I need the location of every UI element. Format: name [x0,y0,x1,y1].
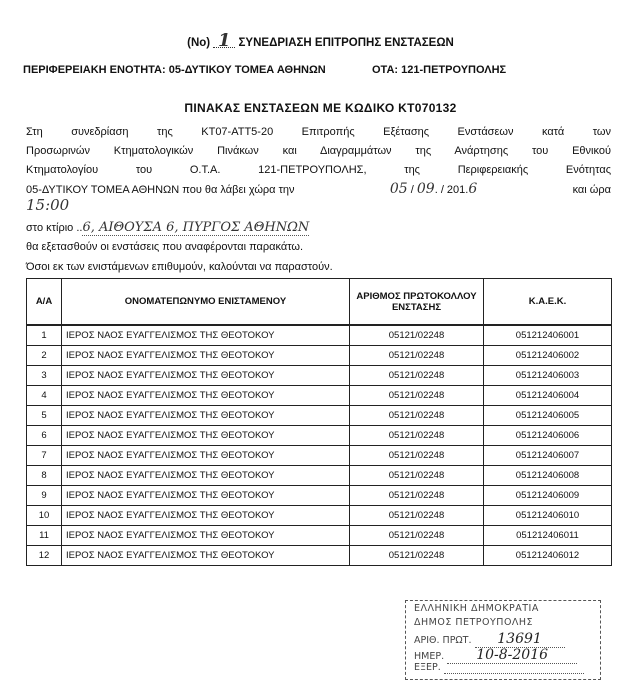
table-row [27,506,612,526]
time-label: και ώρα [572,184,611,196]
cell-aa: 6 [27,426,62,446]
cell-protocol: 05121/02248 [350,486,484,506]
table-row [27,466,612,486]
cell-kaek: 051212406008 [484,466,612,486]
table-row [27,486,612,506]
building-line [26,220,309,236]
cell-protocol: 05121/02248 [350,426,484,446]
stamp-date-label: ΗΜΕΡ. [414,651,445,662]
cell-aa: 12 [27,546,62,566]
cell-aa: 11 [27,526,62,546]
cell-aa: 4 [27,386,62,406]
stamp-line-2: ΔΗΜΟΣ ΠΕΤΡΟΥΠΟΛΗΣ [414,617,534,628]
col-header-name: ΟΝΟΜΑΤΕΠΩΝΥΜΟ ΕΝΙΣΤΑΜΕΝΟΥ [62,279,350,326]
cell-kaek: 051212406003 [484,366,612,386]
cell-protocol: 05121/02248 [350,546,484,566]
table-row [27,346,612,366]
cell-kaek: 051212406007 [484,446,612,466]
cell-protocol: 05121/02248 [350,526,484,546]
body-line-6: θα εξετασθούν οι ενστάσεις που αναφέρονται παρακάτω. [26,241,304,253]
body-line-1: Στη συνεδρίαση της ΚΤ07-ΑΤΤ5-20 Επιτροπής Εξέτασης Ενστάσεων κατά των [26,126,611,138]
stamp-protocol-label: ΑΡΙΘ. ΠΡΩΤ. [414,635,472,646]
date-month: 09 [416,181,435,197]
cell-protocol: 05121/02248 [350,386,484,406]
table-row [27,426,612,446]
ota-label: ΟΤΑ: 121-ΠΕΤΡΟΥΠΟΛΗΣ [372,64,507,76]
table-row [27,446,612,466]
cell-protocol: 05121/02248 [350,466,484,486]
cell-name: ΙΕΡΟΣ ΝΑΟΣ ΕΥΑΓΓΕΛΙΣΜΟΣ ΤΗΣ ΘΕΟΤΟΚΟΥ [62,366,350,386]
cell-protocol: 05121/02248 [350,506,484,526]
table-row [27,386,612,406]
cell-kaek: 051212406012 [484,546,612,566]
session-prefix: (Νο) [187,37,211,49]
body-line-4 [26,181,611,197]
date-year-prefix: / 201. [440,184,469,196]
building-label: στο κτίριο .. [26,222,83,234]
cell-name: ΙΕΡΟΣ ΝΑΟΣ ΕΥΑΓΓΕΛΙΣΜΟΣ ΤΗΣ ΘΕΟΤΟΚΟΥ [62,466,350,486]
cell-kaek: 051212406001 [484,325,612,346]
date-day: 05 [389,181,408,197]
cell-aa: 7 [27,446,62,466]
cell-kaek: 051212406004 [484,386,612,406]
cell-name: ΙΕΡΟΣ ΝΑΟΣ ΕΥΑΓΓΕΛΙΣΜΟΣ ΤΗΣ ΘΕΟΤΟΚΟΥ [62,486,350,506]
stamp-ext-label: ΕΞΕΡ. [414,662,441,673]
cell-name: ΙΕΡΟΣ ΝΑΟΣ ΕΥΑΓΓΕΛΙΣΜΟΣ ΤΗΣ ΘΕΟΤΟΚΟΥ [62,546,350,566]
cell-aa: 5 [27,406,62,426]
building-value: 6, ΑΙΘΟΥΣΑ 6, ΠΥΡΓΟΣ ΑΘΗΝΩΝ [82,220,310,235]
objections-table [26,278,612,566]
table-header-row [27,279,612,326]
cell-protocol: 05121/02248 [350,325,484,346]
body-line-7: Όσοι εκ των ενιστάμενων επιθυμούν, καλούνται να παραστούν. [26,261,333,273]
session-number: 1 [213,35,235,48]
stamp-line-1: ΕΛΛΗΝΙΚΗ ΔΗΜΟΚΡΑΤΙΑ [414,603,539,614]
table-row [27,526,612,546]
col-header-aa: Α/Α [27,279,62,326]
cell-kaek: 051212406002 [484,346,612,366]
table-row [27,406,612,426]
table-body [27,325,612,566]
cell-aa: 1 [27,325,62,346]
body-line-4-text: 05-ΔΥΤΙΚΟΥ ΤΟΜΕΑ ΑΘΗΝΩΝ που θα λάβει χώρα την [26,184,295,196]
cell-protocol: 05121/02248 [350,406,484,426]
cell-name: ΙΕΡΟΣ ΝΑΟΣ ΕΥΑΓΓΕΛΙΣΜΟΣ ΤΗΣ ΘΕΟΤΟΚΟΥ [62,526,350,546]
meeting-time: 15:00 [26,196,70,214]
stamp-protocol-value: 13691 [497,631,542,647]
date-year-digit: 6 [468,181,478,197]
stamp-date-value: 10-8-2016 [476,647,549,663]
table-row [27,546,612,566]
session-suffix: ΣΥΝΕΔΡΙΑΣΗ ΕΠΙΤΡΟΠΗΣ ΕΝΣΤΑΣΕΩΝ [238,37,454,49]
date-field: 05 / 09. / 201.6 [389,181,478,197]
stamp-protocol [414,631,565,648]
cell-name: ΙΕΡΟΣ ΝΑΟΣ ΕΥΑΓΓΕΛΙΣΜΟΣ ΤΗΣ ΘΕΟΤΟΚΟΥ [62,325,350,346]
registry-stamp [405,600,601,680]
cell-name: ΙΕΡΟΣ ΝΑΟΣ ΕΥΑΓΓΕΛΙΣΜΟΣ ΤΗΣ ΘΕΟΤΟΚΟΥ [62,386,350,406]
table-row [27,366,612,386]
body-line-3: Κτηματολογίου του Ο.Τ.Α. 121-ΠΕΤΡΟΥΠΟΛΗΣ, της Περιφερειακής Ενότητας [26,164,611,176]
cell-kaek: 051212406005 [484,406,612,426]
cell-aa: 8 [27,466,62,486]
cell-protocol: 05121/02248 [350,346,484,366]
cell-aa: 9 [27,486,62,506]
cell-protocol: 05121/02248 [350,366,484,386]
cell-name: ΙΕΡΟΣ ΝΑΟΣ ΕΥΑΓΓΕΛΙΣΜΟΣ ΤΗΣ ΘΕΟΤΟΚΟΥ [62,406,350,426]
cell-kaek: 051212406006 [484,426,612,446]
cell-aa: 10 [27,506,62,526]
session-heading [0,30,641,51]
cell-name: ΙΕΡΟΣ ΝΑΟΣ ΕΥΑΓΓΕΛΙΣΜΟΣ ΤΗΣ ΘΕΟΤΟΚΟΥ [62,346,350,366]
table-row [27,325,612,346]
cell-aa: 3 [27,366,62,386]
stamp-ext [414,662,584,674]
cell-kaek: 051212406011 [484,526,612,546]
document-title: ΠΙΝΑΚΑΣ ΕΝΣΤΑΣΕΩΝ ΜΕ ΚΩΔΙΚΟ ΚΤ070132 [184,101,457,115]
cell-name: ΙΕΡΟΣ ΝΑΟΣ ΕΥΑΓΓΕΛΙΣΜΟΣ ΤΗΣ ΘΕΟΤΟΚΟΥ [62,426,350,446]
cell-name: ΙΕΡΟΣ ΝΑΟΣ ΕΥΑΓΓΕΛΙΣΜΟΣ ΤΗΣ ΘΕΟΤΟΚΟΥ [62,506,350,526]
body-line-2: Προσωρινών Κτηματολογικών Πινάκων και Διαγραμμάτων της Ανάρτησης του Εθνικού [26,145,611,157]
cell-kaek: 051212406009 [484,486,612,506]
cell-name: ΙΕΡΟΣ ΝΑΟΣ ΕΥΑΓΓΕΛΙΣΜΟΣ ΤΗΣ ΘΕΟΤΟΚΟΥ [62,446,350,466]
cell-aa: 2 [27,346,62,366]
region-label: ΠΕΡΙΦΕΡΕΙΑΚΗ ΕΝΟΤΗΤΑ: 05-ΔΥΤΙΚΟΥ ΤΟΜΕΑ ΑΘΗΝΩΝ [23,64,326,76]
cell-kaek: 051212406010 [484,506,612,526]
col-header-protocol: ΑΡΙΘΜΟΣ ΠΡΩΤΟΚΟΛΛΟΥ ΕΝΣΤΑΣΗΣ [350,279,484,326]
cell-protocol: 05121/02248 [350,446,484,466]
col-header-kaek: Κ.Α.Ε.Κ. [484,279,612,326]
